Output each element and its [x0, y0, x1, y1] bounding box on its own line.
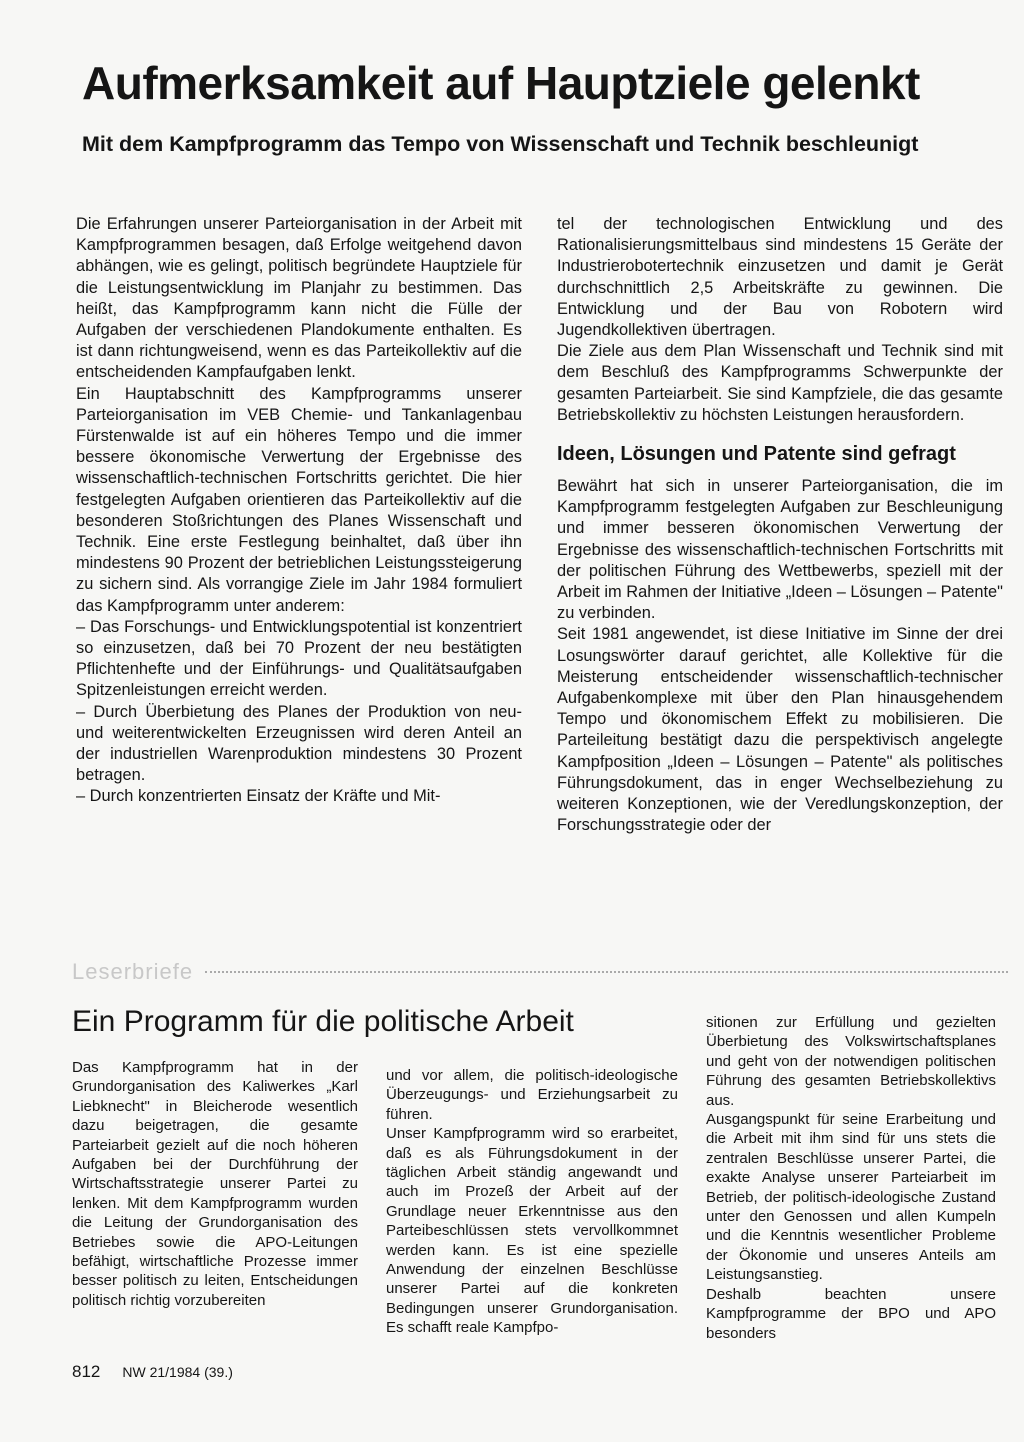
letter-paragraph: Unser Kampfprogramm wird so erarbeitet, daß es als Führungsdokument in der täglichen Arbeit ständig angewandt und auch im Prozeß der Arbeit auf der Grundlage neuer Erkenntnisse aus den Parteibeschlüssen stets vervollkommnet werden kann. Es ist eine spezielle Anwendung der einzelnen Beschlüsse unserer Partei auf die konkreten Bedingungen unserer Grundorganisation. Es schafft reale Kampfpo-: [386, 1125, 678, 1337]
article-subheadline: Mit dem Kampfprogramm das Tempo von Wissenschaft und Technik beschleunigt: [82, 132, 919, 156]
article-column-2: [557, 214, 1003, 836]
page-footer: [72, 1362, 233, 1382]
letter-paragraph: Ausgangspunkt für seine Erarbeitung und die Arbeit mit ihm sind für uns stets die zentralen Beschlüsse unserer Partei, die exakte Analyse unserer Parteiarbeit im Betrieb, der politisch-ideologische Zustand unter den Genossen und allen Kumpeln und die Kenntnis wesentlicher Probleme der Ökonomie und unseres Anteils am Leistungsanstieg.: [706, 1111, 996, 1284]
page-number: 812: [72, 1362, 101, 1381]
article-paragraph: Ein Hauptabschnitt des Kampfprogramms unserer Parteiorganisation im VEB Chemie- und Tankanlagenbau Fürstenwalde ist auf ein höheres Tempo und die immer bessere ökonomische Verwertung der Ergebnisse des wissenschaftlich-technischen Fortschritts gerichtet. Die hier festgelegten Aufgaben orientieren das Parteikollektiv auf die besonderen Stoßrichtungen des Planes Wissenschaft und Technik. Eine erste Festlegung beinhaltet, daß über ihn mindestens 90 Prozent der betrieblichen Leistungssteigerung zu sichern sind. Als vorrangige Ziele im Jahr 1984 formuliert das Kampfprogramm unter anderem:: [76, 384, 522, 615]
article-paragraph: – Durch konzentrierten Einsatz der Kräfte und Mit-: [76, 787, 441, 806]
section-divider: [72, 958, 1008, 986]
article-paragraph: – Durch Überbietung des Planes der Produktion von neu- und weiterentwickelten Erzeugnissen wird deren Anteil an der industriellen Warenproduktion mindestens 30 Prozent betragen.: [76, 702, 522, 785]
section-label: Leserbriefe: [72, 959, 194, 984]
letter-column-3: [706, 1013, 996, 1343]
letter-paragraph: Das Kampfprogramm hat in der Grundorganisation des Kaliwerkes „Karl Liebknecht" in Bleicherode wesentlich dazu beigetragen, die gesamte Parteiarbeit gezielt auf die noch höheren Aufgaben bei der Durchführung der Wirtschaftsstrategie unserer Partei zu lenken. Mit dem Kampfprogramm wurden die Leitung der Grundorganisation des Betriebes sowie die APO-Leitungen befähigt, wirtschaftliche Prozesse immer besser politisch zu leiten, Entscheidungen politisch richtig vorzubereiten: [72, 1059, 358, 1309]
article-paragraph: Bewährt hat sich in unserer Parteiorganisation, die im Kampfprogramm festgelegten Aufgaben zur Beschleunigung und immer besseren ökonomischen Verwertung der Ergebnisse des wissenschaftlich-technischen Fortschritts mit der politischen Führung des Wettbewerbs, speziell mit der Arbeit im Rahmen der Initiative „Ideen – Lösungen – Patente" zu verbinden.: [557, 477, 1003, 623]
article-paragraph: Die Ziele aus dem Plan Wissenschaft und Technik sind mit dem Beschluß des Kampfprogramms Schwerpunkte der gesamten Parteiarbeit. Sie sind Kampfziele, die das gesamte Betriebskollektiv zu höchsten Leistungen herausfordern.: [557, 342, 1003, 424]
section-heading: Ideen, Lösungen und Patente sind gefragt: [557, 443, 956, 466]
article-paragraph: Seit 1981 angewendet, ist diese Initiative im Sinne der drei Losungswörter darauf gerichtet, alle Kollektive für die Meisterung entscheidender wissenschaftlich-technischer Aufgabenkomplexe mit über den Plan hinausgehendem Tempo und ökonomischem Effekt zu mobilisieren. Die Parteileitung bestätigt dazu die perspektivisch angelegte Kampfposition „Ideen – Lösungen – Patente" als politisches Führungsdokument, das in enger Wechselbeziehung zu weiteren Konzeptionen, wie der Veredlungskonzeption, der Forschungsstrategie oder der: [557, 625, 1003, 835]
letter-paragraph: und vor allem, die politisch-ideologische Überzeugungs- und Erziehungsarbeit zu führen.: [386, 1067, 678, 1123]
letter-column-2: [386, 1066, 678, 1338]
letter-paragraph: sitionen zur Erfüllung und gezielten Überbietung des Volkswirtschaftsplanes und geht von der notwendigen politischen Führung des gesamten Betriebskollektivs aus.: [706, 1014, 996, 1109]
dotted-rule: [205, 971, 1008, 973]
letter-paragraph: Deshalb beachten unsere Kampfprogramme der BPO und APO besonders: [706, 1285, 996, 1342]
article-paragraph: tel der technologischen Entwicklung und des Rationalisierungsmittelbaus sind mindestens 15 Geräte der Industrierobotertechnik einzusetzen und damit je Gerät durchschnittlich 2,5 Arbeitskräfte zu gewinnen. Die Entwicklung und der Bau von Robotern wird Jugendkollektiven übertragen.: [557, 215, 1003, 340]
letter-headline: Ein Programm für die politische Arbeit: [72, 1005, 574, 1038]
article-column-1: [76, 214, 522, 808]
article-paragraph: – Das Forschungs- und Entwicklungspotential ist konzentriert so einzusetzen, daß bei 70 Prozent der neu bestätigten Pflichtenhefte und der Einführungs- und Qualitätsaufgaben Spitzenleistungen erreicht werden.: [76, 617, 522, 700]
issue-reference: NW 21/1984 (39.): [122, 1364, 233, 1380]
article-paragraph: Die Erfahrungen unserer Parteiorganisation in der Arbeit mit Kampfprogrammen besagen, daß Erfolge weitgehend davon abhängen, wie es gelingt, politisch begründete Hauptziele für die Leistungsentwicklung im Planjahr zu bestimmen. Das heißt, das Kampfprogramm kann nicht die Fülle der Aufgaben der verschiedenen Plandokumente enthalten. Es ist dann richtungweisend, wenn es das Parteikollektiv auf die entscheidenden Kampfaufgaben lenkt.: [76, 215, 522, 382]
article-headline: Aufmerksamkeit auf Hauptziele gelenkt: [82, 57, 920, 109]
letter-column-1: [72, 1058, 358, 1310]
